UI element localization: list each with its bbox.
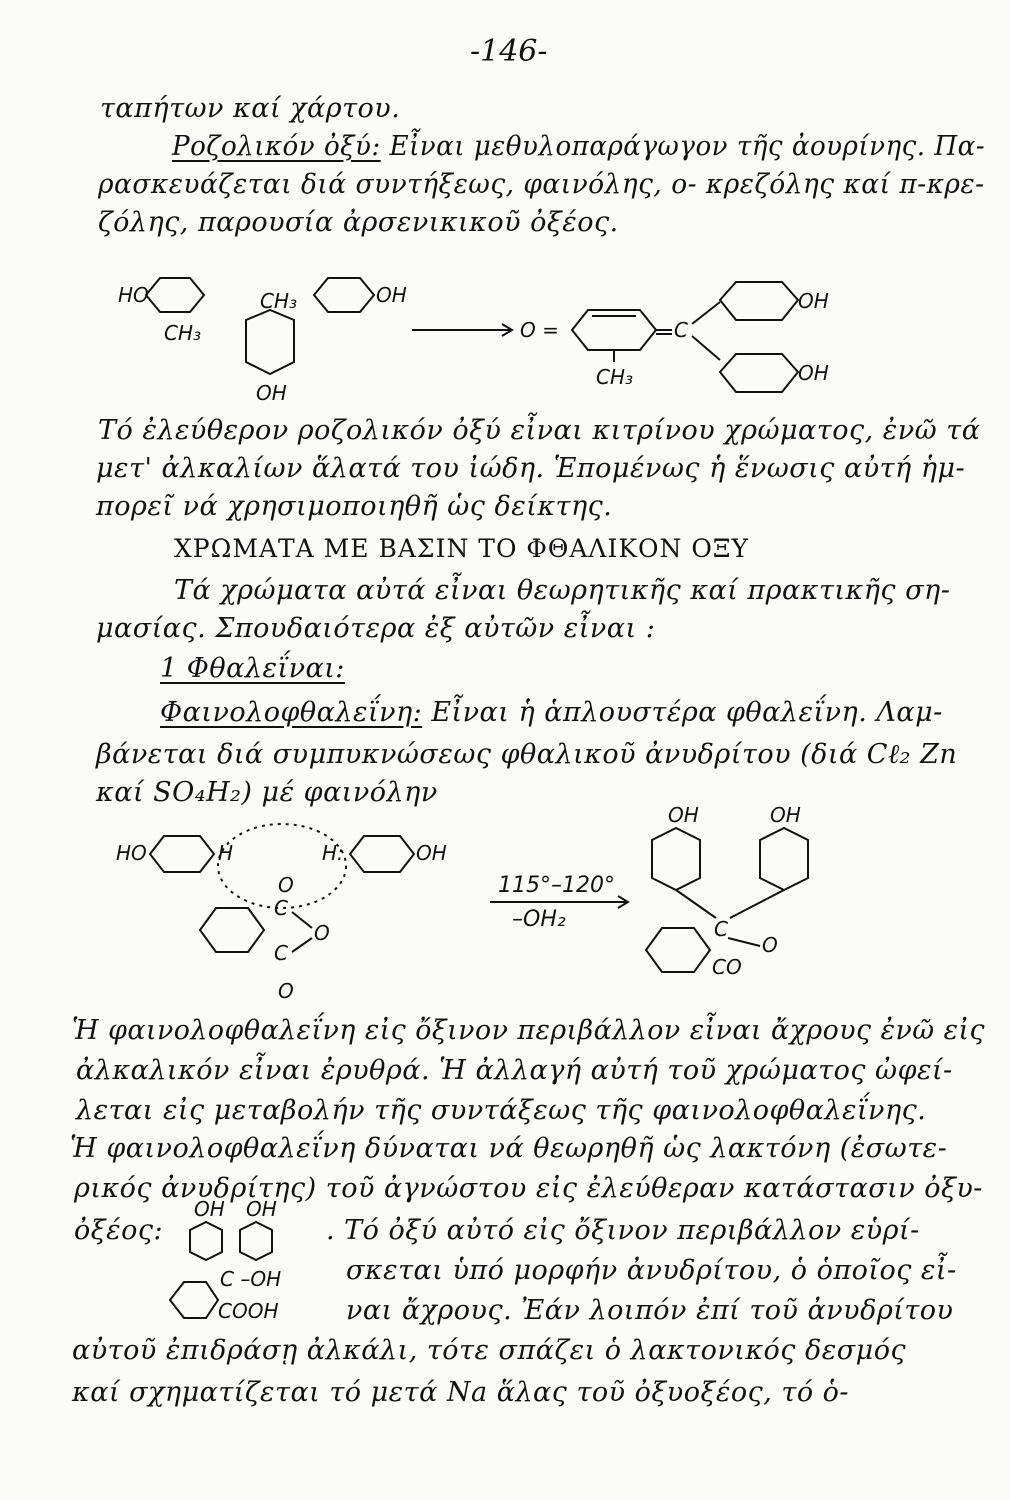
heading-rosolic-acid: Ροζολικόν ὀξύ:	[172, 131, 381, 162]
phenol-ring	[720, 354, 798, 392]
text-line: μετ' ἀλκαλίων ἅλατά του ἰώδη. Ἑπομένως ἡ ἕνωσις αὐτή ἡμ-	[96, 453, 966, 484]
bond	[676, 890, 716, 918]
text-line: ἀλκαλικόν εἶναι ἐρυθρά. Ἡ ἀλλαγή αὐτή τοῦ χρώματος ὠφεί-	[76, 1055, 953, 1086]
text-span: Εἶναι μεθυλοπαράγωγον τῆς ἀουρίνης. Πα-	[380, 131, 986, 162]
phthalic-ring	[200, 908, 264, 952]
benzene-ring	[146, 278, 204, 312]
text-line: Τό ἐλεύθερον ροζολικόν ὀξύ εἶναι κιτρίνου χρώματος, ἐνῶ τά	[98, 415, 981, 446]
phenol-ring	[652, 828, 700, 890]
chem-label: CO	[712, 955, 742, 979]
phenol-ring	[240, 1222, 272, 1260]
chem-label: CH₃	[164, 321, 202, 345]
benzene-ring	[350, 836, 414, 872]
text-line: καί SO₄H₂) μέ φαινόλην	[96, 777, 438, 808]
text-line	[172, 130, 985, 164]
phenol-ring	[190, 1222, 222, 1260]
bond	[292, 912, 312, 928]
chem-label: O	[278, 873, 294, 897]
subsection-heading: 1 Φθαλεΐναι:	[160, 653, 345, 684]
bond	[730, 890, 784, 918]
text-line	[160, 696, 943, 730]
chem-label: O	[278, 979, 294, 1003]
chem-label: OH	[256, 381, 287, 405]
text-line: Ἡ φαινολοφθαλεΐνη εἰς ὄξινον περιβάλλον εἶναι ἄχρους ἐνῶ εἰς	[72, 1015, 986, 1046]
condition-water: –OH₂	[512, 907, 566, 932]
text-line: καί σχηματίζεται τό μετά Na ἅλας τοῦ ὀξυοξέος, τό ὁ-	[72, 1377, 850, 1408]
benzene-ring	[170, 1282, 218, 1318]
bond	[692, 302, 720, 324]
text-line: πορεῖ νά χρησιμοποιηθῆ ὡς δείκτης.	[96, 491, 613, 522]
heading-phenolphthalein: Φαινολοφθαλεΐνη:	[160, 697, 423, 728]
phenol-ring	[760, 828, 808, 890]
chem-label: OH	[416, 841, 447, 865]
chem-label: O	[314, 921, 330, 945]
bond	[692, 336, 720, 360]
bond	[728, 938, 760, 946]
phenol-ring	[720, 282, 798, 320]
benzene-ring	[314, 278, 374, 312]
chem-label: H:	[322, 841, 344, 865]
text-span: Εἶναι ἡ ἁπλουστέρα φθαλεΐνη. Λαμ-	[422, 697, 943, 728]
chem-label: CH₃	[596, 365, 634, 389]
text-line: ρικός ἀνυδρίτης) τοῦ ἀγνώστου εἰς ἐλεύθεραν κατάστασιν ὀξυ-	[74, 1173, 983, 1204]
chem-label: H	[218, 841, 234, 865]
section-heading: ΧΡΩΜΑΤΑ ΜΕ ΒΑΣΙΝ ΤΟ ΦΘΑΛΙΚΟΝ ΟΞΥ	[174, 534, 749, 563]
chem-label: HO	[116, 841, 147, 865]
chem-label: OH	[798, 289, 829, 313]
chem-label: O	[762, 933, 778, 957]
chem-label: OH	[246, 1197, 277, 1221]
bond	[292, 938, 312, 952]
text-line: Ἡ φαινολοφθαλεΐνη δύναται νά θεωρηθῆ ὡς λακτόνη (ἐσωτε-	[70, 1133, 948, 1164]
phthalide-ring	[646, 928, 710, 972]
benzene-ring	[150, 836, 214, 872]
chem-label: C	[274, 896, 288, 920]
chem-label: CH₃	[260, 289, 298, 313]
text-line: ταπήτων καί χάρτου.	[100, 93, 401, 124]
text-line: ρασκευάζεται διά συντήξεως, φαινόλης, ο- κρεζόλης καί π-κρε-	[98, 169, 985, 200]
text-line: ζόλης, παρουσία ἀρσενικικοῦ ὀξέος.	[98, 207, 619, 238]
text-line: μασίας. Σπουδαιότερα ἐξ αὐτῶν εἶναι :	[96, 613, 656, 644]
text-line: ναι ἄχρους. Ἐάν λοιπόν ἐπί τοῦ ἀνυδρίτου	[346, 1295, 954, 1326]
chem-label: OH	[770, 803, 801, 827]
text-line: σκεται ὑπό μορφήν ἀνυδρίτου, ὁ ὁποῖος εἶ-	[346, 1255, 957, 1286]
text-line: . Τό ὀξύ αὐτό εἰς ὄξινον περιβάλλον εὑρί-	[326, 1215, 920, 1246]
chem-label: C –OH	[220, 1267, 282, 1291]
chem-label: HO	[118, 283, 149, 307]
chem-label: O =	[520, 318, 559, 342]
text-line: λεται εἰς μεταβολήν τῆς συντάξεως τῆς φαινολοφθαλεΐνης.	[76, 1095, 927, 1126]
chem-label: C	[674, 318, 688, 342]
chem-label: OH	[376, 283, 407, 307]
phenolphthalein-scheme	[100, 800, 860, 1010]
chem-label: OH	[668, 803, 699, 827]
rosolic-acid-scheme	[100, 250, 860, 410]
chem-label: OH	[798, 361, 829, 385]
hydroxy-acid-structure	[160, 1197, 320, 1330]
text-line: αὐτοῦ ἐπιδράσῃ ἀλκάλι, τότε σπάζει ὁ λακτονικός δεσμός	[72, 1335, 907, 1366]
chem-label: OH	[194, 1197, 225, 1221]
benzene-ring	[246, 310, 294, 374]
text-line: βάνεται διά συμπυκνώσεως φθαλικοῦ ἀνυδρίτου (διά Cℓ₂ Zn	[96, 739, 958, 770]
condition-temperature: 115°–120°	[498, 873, 615, 898]
chem-label: C	[274, 941, 288, 965]
page-number: -146-	[470, 34, 548, 69]
text-line: ὀξέος:	[74, 1215, 164, 1246]
chem-label: COOH	[218, 1299, 279, 1323]
text-line: Τά χρώματα αὐτά εἶναι θεωρητικῆς καί πρακτικῆς ση-	[174, 575, 951, 606]
chem-label: C	[714, 917, 728, 941]
